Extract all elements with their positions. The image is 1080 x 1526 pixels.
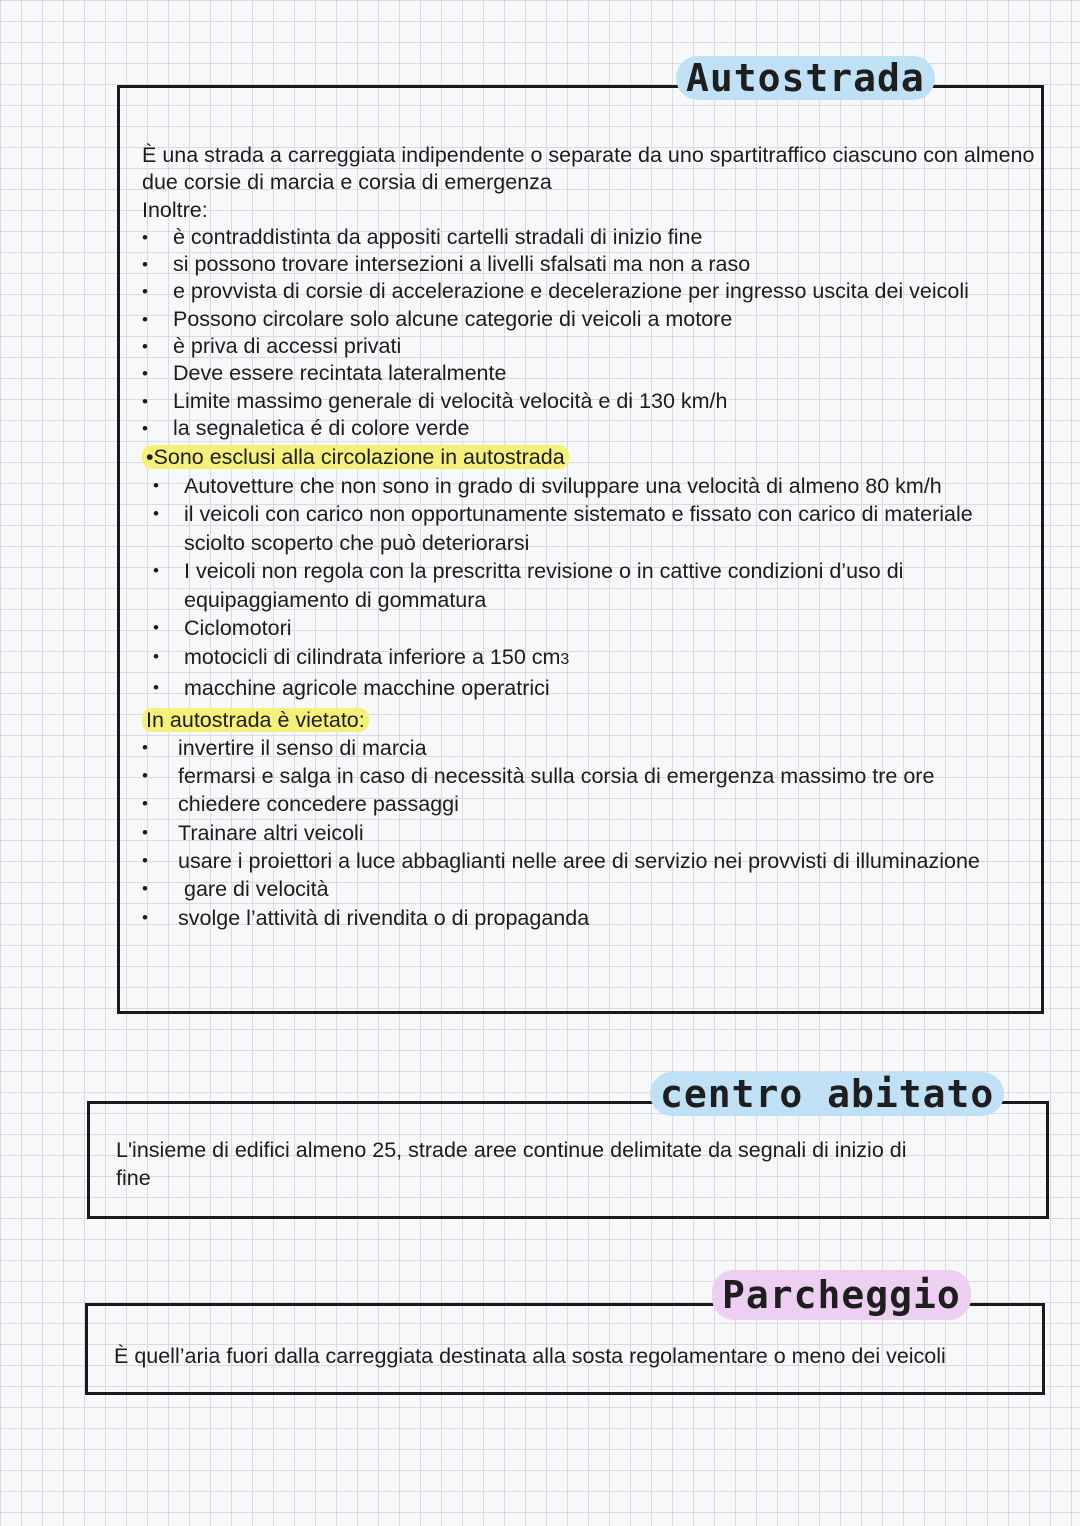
autostrada-intro: È una strada a carreggiata indipendente o separate da uno spartitraffico ciascuno con almeno due corsie di marcia e corsia di emergenza bbox=[142, 143, 1035, 195]
list-item: • Deve essere recintata lateralmente bbox=[142, 360, 1037, 387]
list-item: • macchine agricole macchine operatrici bbox=[142, 674, 1037, 703]
centro-abitato-title: centro abitato bbox=[650, 1072, 1004, 1116]
vietato-heading-wrap bbox=[142, 707, 1037, 734]
list-item: • Ciclomotori bbox=[142, 614, 1037, 643]
list-item: • invertire il senso di marcia bbox=[142, 734, 1037, 762]
list-item: • gare di velocità bbox=[142, 875, 1037, 903]
list-item: • I veicoli non regola con la prescritta revisione o in cattive condizioni d’uso di equipaggiamento di gommatura bbox=[142, 557, 1037, 614]
vietato-heading: In autostrada è vietato: bbox=[142, 708, 369, 732]
list-item bbox=[142, 643, 1037, 675]
list-item: • usare i proiettori a luce abbaglianti nelle aree di servizio nei provvisti di illuminazione bbox=[142, 847, 1037, 875]
features-list bbox=[142, 224, 1037, 442]
list-item: • svolge l’attività di rivendita o di propaganda bbox=[142, 904, 1037, 932]
list-item: • si possono trovare intersezioni a livelli sfalsati ma non a raso bbox=[142, 251, 1037, 278]
esclusi-heading-wrap bbox=[142, 444, 1037, 471]
list-item: • Autovetture che non sono in grado di sviluppare una velocità di almeno 80 km/h bbox=[142, 472, 1037, 501]
list-item: • Trainare altri veicoli bbox=[142, 819, 1037, 847]
list-item: • la segnaletica é di colore verde bbox=[142, 415, 1037, 442]
list-item: • il veicoli con carico non opportunamente sistemato e fissato con carico di materiale sciolto scoperto che può deteriorarsi bbox=[142, 500, 1037, 557]
list-item: • è contraddistinta da appositi cartelli stradali di inizio fine bbox=[142, 224, 1037, 251]
parcheggio-title: Parcheggio bbox=[712, 1270, 971, 1320]
list-item: • e provvista di corsie di accelerazione e decelerazione per ingresso uscita dei veicoli bbox=[142, 278, 1037, 305]
parcheggio-text: È quell’aria fuori dalla carreggiata destinata alla sosta regolamentare o meno dei veicoli bbox=[114, 1344, 946, 1368]
autostrada-content bbox=[142, 142, 1037, 932]
centro-abitato-text: L'insieme di edifici almeno 25, strade aree continue delimitate da segnali di inizio di fine bbox=[116, 1138, 907, 1190]
list-item: • Limite massimo generale di velocità velocità e di 130 km/h bbox=[142, 388, 1037, 415]
list-item: • Possono circolare solo alcune categorie di veicoli a motore bbox=[142, 306, 1037, 333]
vietato-list bbox=[142, 734, 1037, 932]
moto-sub: 3 bbox=[560, 650, 570, 668]
list-item: • è priva di accessi privati bbox=[142, 333, 1037, 360]
esclusi-heading: •Sono esclusi alla circolazione in autostrada bbox=[142, 445, 569, 469]
inoltre-label: Inoltre: bbox=[142, 197, 208, 222]
esclusi-heading-text: Sono esclusi alla circolazione in autostrada bbox=[153, 445, 565, 470]
autostrada-title: Autostrada bbox=[676, 56, 935, 100]
moto-text: motocicli di cilindrata inferiore a 150 cm bbox=[184, 644, 561, 669]
list-item: • fermarsi e salga in caso di necessità sulla corsia di emergenza massimo tre ore bbox=[142, 762, 1037, 790]
list-item: • chiedere concedere passaggi bbox=[142, 790, 1037, 818]
esclusi-list bbox=[142, 472, 1037, 703]
